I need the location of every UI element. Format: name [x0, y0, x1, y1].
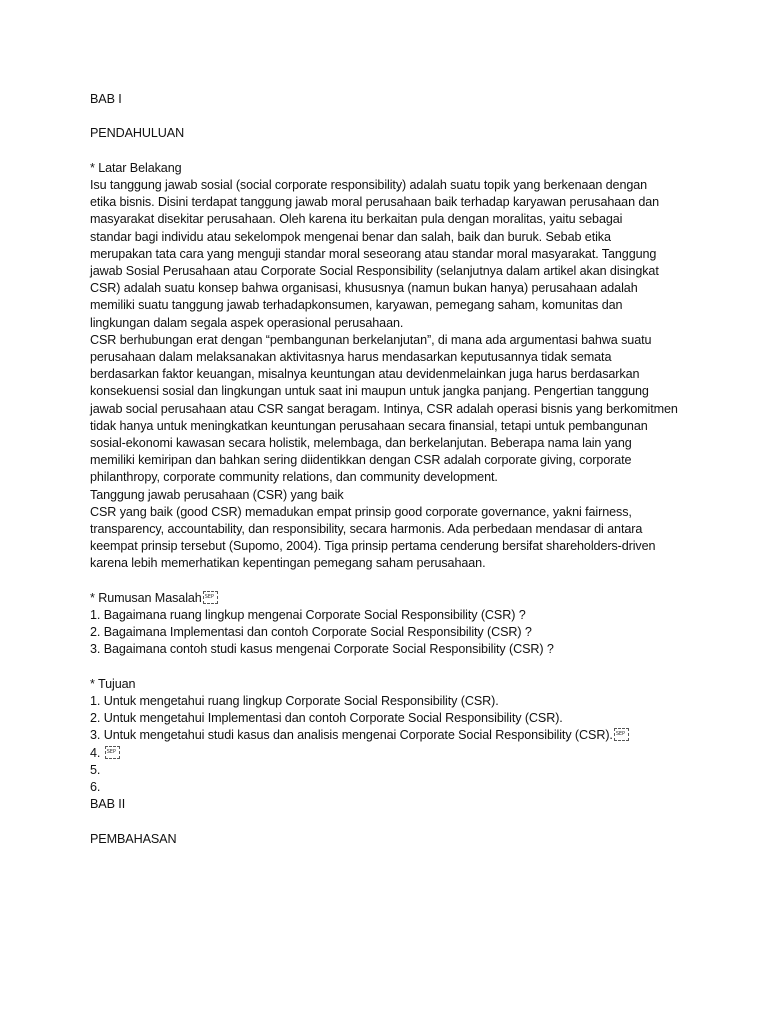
text-line: konsekuensi sosial dan lingkungan untuk saat ini maupun untuk jangka panjang. Pengertian tanggung [90, 384, 649, 399]
text-line: transparency, accountability, dan responsibility, secara harmonis. Ada perbedaan mendasar di antara [90, 522, 643, 537]
list-item: 2. Untuk mengetahui Implementasi dan contoh Corporate Social Responsibility (CSR). [90, 711, 563, 726]
text-line: philanthropy, corporate community relations, dan community development. [90, 470, 498, 485]
list-item-with-sep [90, 727, 680, 744]
sep-glyph-icon [614, 728, 629, 741]
rumusan-heading: * Rumusan Masalah [90, 590, 202, 605]
list-item-with-sep [90, 745, 680, 762]
text-line: CSR berhubungan erat dengan “pembangunan berkelanjutan”, di mana ada argumentasi bahwa suatu [90, 332, 652, 347]
text-line: merupakan tata cara yang menguji standar moral seseorang atau standar moral masyarakat. Tanggung [90, 246, 657, 261]
sep-glyph-icon [203, 591, 218, 604]
list-item: 3. Untuk mengetahui studi kasus dan analisis mengenai Corporate Social Responsibility (CSR). [90, 728, 613, 743]
latar-subheading: Tanggung jawab perusahaan (CSR) yang baik [90, 487, 344, 502]
latar-paragraph-2 [90, 332, 680, 487]
blank-line [90, 573, 680, 590]
latar-paragraph-1 [90, 177, 680, 332]
text-line: lingkungan dalam segala aspek operasional perusahaan. [90, 315, 404, 330]
tujuan-heading: * Tujuan [90, 676, 136, 691]
list-item: 5. [90, 762, 101, 777]
bab1-title: PENDAHULUAN [90, 126, 185, 141]
text-line: masyarakat disekitar perusahaan. Oleh karena itu berkaitan pula dengan moralitas, yaitu sebagai [90, 212, 623, 227]
bab1-heading: BAB I [90, 92, 122, 106]
text-line: keempat prinsip tersebut (Supomo, 2004). Tiga prinsip pertama cenderung bersifat shareholders-driven [90, 539, 656, 554]
text-line: memiliki suatu tanggung jawab terhadapkonsumen, karyawan, pemegang saham, komunitas dan [90, 298, 623, 313]
blank-line [90, 108, 680, 125]
text-line: CSR) adalah suatu konsep bahwa organisasi, khususnya (namun bukan hanya) perusahaan adalah [90, 281, 638, 296]
text-line: CSR yang baik (good CSR) memadukan empat prinsip good corporate governance, yakni fairness, [90, 504, 632, 519]
list-item: 3. Bagaimana contoh studi kasus mengenai Corporate Social Responsibility (CSR) ? [90, 642, 554, 657]
text-line: perusahaan dalam melaksanakan aktivitasnya harus mendasarkan keputusannya tidak semata [90, 350, 612, 365]
list-item: 2. Bagaimana Implementasi dan contoh Corporate Social Responsibility (CSR) ? [90, 625, 532, 640]
list-item: 4. [90, 745, 101, 760]
list-item: 1. Bagaimana ruang lingkup mengenai Corporate Social Responsibility (CSR) ? [90, 608, 526, 623]
list-item: 6. [90, 780, 101, 795]
text-line: berdasarkan faktor keuangan, misalnya keuntungan atau devidenmelainkan juga harus berdasarkan [90, 367, 640, 382]
text-line: standar bagi individu atau sekelompok mengenai benar dan salah, baik dan buruk. Sebab etika [90, 229, 611, 244]
sep-glyph-icon [105, 746, 120, 759]
text-line: tidak hanya untuk meningkatkan keuntungan perusahaan secara finansial, tetapi untuk pembangunan [90, 418, 648, 433]
tujuan-list [90, 693, 680, 796]
text-line: sosial-ekonomi kawasan secara holistik, melembaga, dan berkelanjutan. Beberapa nama lain yang [90, 436, 632, 451]
text-line: etika bisnis. Disini terdapat tanggung jawab moral perusahaan baik terhadap karyawan perusahaan dan [90, 195, 660, 210]
text-line: jawab Sosial Perusahaan atau Corporate Social Responsibility (selanjutnya dalam artikel akan disingkat [90, 264, 659, 278]
blank-line [90, 143, 680, 160]
blank-line [90, 659, 680, 676]
document-page [90, 91, 680, 848]
text-line: Isu tanggung jawab sosial (social corporate responsibility) adalah suatu topik yang berkenaan dengan [90, 177, 648, 192]
rumusan-list [90, 607, 680, 659]
blank-line [90, 813, 680, 830]
rumusan-heading-line [90, 590, 680, 607]
text-line: karena lebih memerhatikan kepentingan pemegang saham perusahaan. [90, 556, 486, 571]
bab2-heading: BAB II [90, 797, 126, 812]
latar-paragraph-3 [90, 504, 680, 573]
latar-heading: * Latar Belakang [90, 160, 182, 175]
bab2-title: PEMBAHASAN [90, 831, 177, 846]
text-line: memiliki kemiripan dan bahkan sering diidentikkan dengan CSR adalah corporate giving, corporate [90, 453, 632, 468]
list-item: 1. Untuk mengetahui ruang lingkup Corporate Social Responsibility (CSR). [90, 694, 499, 709]
text-line: jawab social perusahaan atau CSR sangat beragam. Intinya, CSR adalah operasi bisnis yang berkomitmen [90, 401, 678, 416]
